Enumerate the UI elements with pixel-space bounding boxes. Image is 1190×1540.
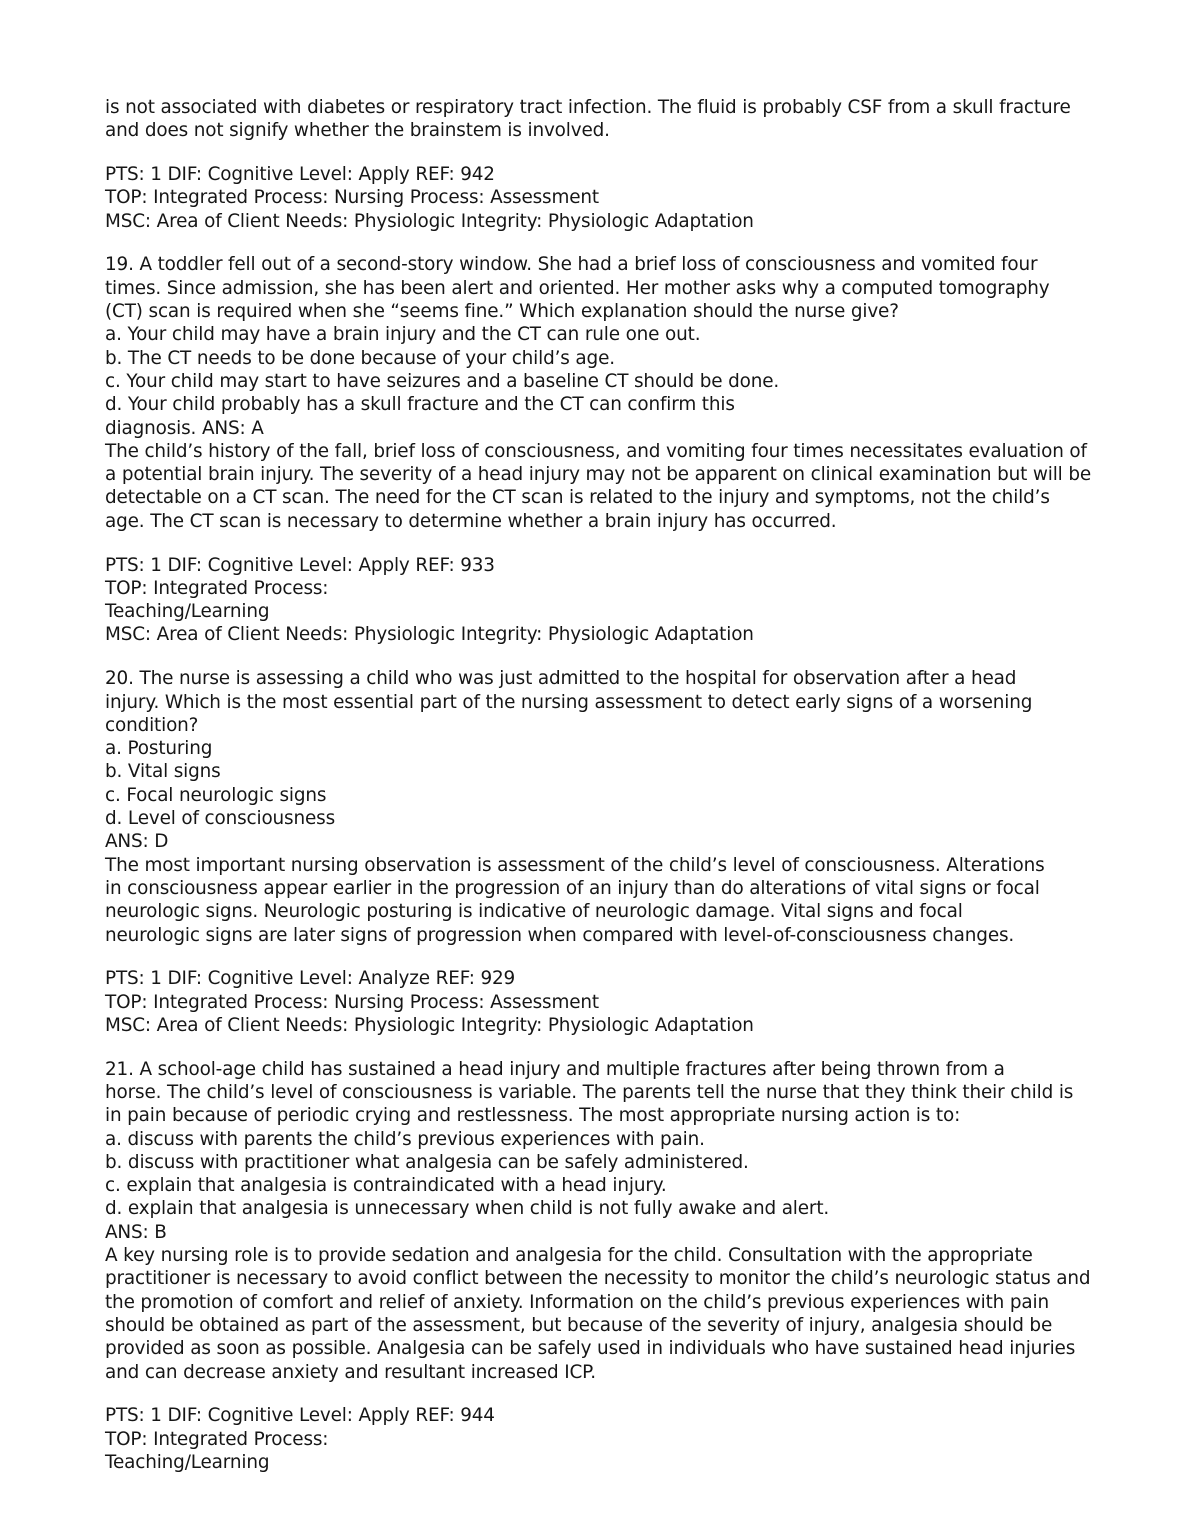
- text-line: is not associated with diabetes or respiratory tract infection. The fluid is probably CSF from a skull fracture: [105, 97, 1071, 118]
- answer-option: b. discuss with practitioner what analgesia can be safely administered.: [105, 1151, 749, 1173]
- meta-line: PTS: 1 DIF: Cognitive Level: Apply REF: 944: [105, 1405, 495, 1427]
- text-line: injury. Which is the most essential part of the nursing assessment to detect early signs of a worsening: [105, 691, 1033, 713]
- intro-meta: [105, 163, 1090, 233]
- text-line: The child’s history of the fall, brief loss of consciousness, and vomiting four times necessitates evaluation of: [105, 440, 1087, 462]
- text-line: times. Since admission, she has been alert and oriented. Her mother asks why a computed tomography: [105, 277, 1050, 299]
- answer-options: [105, 323, 1090, 439]
- answer-option: c. Focal neurologic signs: [105, 784, 327, 806]
- rationale: [105, 440, 1090, 533]
- question-19-meta: [105, 554, 1090, 647]
- text-line: The most important nursing observation is assessment of the child’s level of consciousness. Alterations: [105, 854, 1045, 876]
- answer-key: ANS: D: [105, 831, 169, 853]
- meta-line: TOP: Integrated Process:: [105, 577, 329, 599]
- question-stem: [105, 253, 1090, 323]
- answer-option: d. explain that analgesia is unnecessary when child is not fully awake and alert.: [105, 1198, 830, 1220]
- meta-line: TOP: Integrated Process: Nursing Process: Assessment: [105, 187, 599, 209]
- text-line: the promotion of comfort and relief of anxiety. Information on the child’s previous experiences with pain: [105, 1291, 1049, 1313]
- answer-option: a. Posturing: [105, 738, 213, 760]
- question-20-meta: [105, 967, 1090, 1037]
- text-line: age. The CT scan is necessary to determine whether a brain injury has occurred.: [105, 510, 837, 532]
- meta-line: TOP: Integrated Process:: [105, 1428, 329, 1450]
- text-line: and can decrease anxiety and resultant increased ICP.: [105, 1361, 596, 1383]
- answer-option: d. Your child probably has a skull fracture and the CT can confirm this: [105, 394, 735, 416]
- answer-option: c. explain that analgesia is contraindicated with a head injury.: [105, 1175, 667, 1197]
- text-line: condition?: [105, 714, 199, 736]
- text-line: 21. A school-age child has sustained a head injury and multiple fractures after being thrown from a: [105, 1058, 1005, 1080]
- text-line: practitioner is necessary to avoid conflict between the necessity to monitor the child’s neurologic status and: [105, 1268, 1091, 1290]
- question-21: [105, 1058, 1090, 1384]
- document-page: [105, 96, 1090, 1474]
- question-stem: [105, 1058, 1090, 1128]
- meta-line: MSC: Area of Client Needs: Physiologic Integrity: Physiologic Adaptation: [105, 624, 754, 646]
- text-line: A key nursing role is to provide sedation and analgesia for the child. Consultation with the appropriate: [105, 1245, 1033, 1267]
- text-line: neurologic signs are later signs of progression when compared with level-of-consciousness changes.: [105, 924, 1015, 946]
- answer-option: d. Level of consciousness: [105, 808, 336, 830]
- text-line: detectable on a CT scan. The need for the CT scan is related to the injury and symptoms, not the child’s: [105, 487, 1050, 509]
- text-line: should be obtained as part of the assessment, but because of the severity of injury, analgesia should be: [105, 1314, 1053, 1336]
- question-stem: [105, 667, 1090, 737]
- meta-line: MSC: Area of Client Needs: Physiologic Integrity: Physiologic Adaptation: [105, 1014, 754, 1036]
- meta-line: Teaching/Learning: [105, 1451, 270, 1473]
- text-line: provided as soon as possible. Analgesia can be safely used in individuals who have sustained head injuries: [105, 1338, 1076, 1360]
- meta-line: PTS: 1 DIF: Cognitive Level: Analyze REF: 929: [105, 968, 516, 990]
- intro-rationale: [105, 96, 1090, 143]
- answer-option: a. discuss with parents the child’s previous experiences with pain.: [105, 1128, 705, 1150]
- answer-option: c. Your child may start to have seizures and a baseline CT should be done.: [105, 370, 780, 392]
- answer-options: [105, 737, 1090, 853]
- answer-key: diagnosis. ANS: A: [105, 417, 264, 439]
- text-line: neurologic signs. Neurologic posturing is indicative of neurologic damage. Vital signs and focal: [105, 901, 963, 923]
- question-19: [105, 253, 1090, 533]
- meta-line: Teaching/Learning: [105, 601, 270, 623]
- answer-options: [105, 1128, 1090, 1244]
- text-line: a potential brain injury. The severity of a head injury may not be apparent on clinical examination but will be: [105, 464, 1092, 486]
- meta-line: PTS: 1 DIF: Cognitive Level: Apply REF: 942: [105, 164, 495, 186]
- answer-key: ANS: B: [105, 1221, 167, 1243]
- rationale: [105, 1244, 1090, 1384]
- text-line: 19. A toddler fell out of a second-story window. She had a brief loss of consciousness and vomited four: [105, 254, 1038, 276]
- answer-option: b. The CT needs to be done because of your child’s age.: [105, 347, 615, 369]
- text-line: 20. The nurse is assessing a child who was just admitted to the hospital for observation after a head: [105, 668, 1017, 690]
- answer-option: b. Vital signs: [105, 761, 221, 783]
- meta-line: TOP: Integrated Process: Nursing Process: Assessment: [105, 991, 599, 1013]
- text-line: in pain because of periodic crying and restlessness. The most appropriate nursing action is to:: [105, 1105, 961, 1127]
- meta-line: MSC: Area of Client Needs: Physiologic Integrity: Physiologic Adaptation: [105, 210, 754, 232]
- question-21-meta: [105, 1404, 1090, 1474]
- answer-option: a. Your child may have a brain injury and the CT can rule one out.: [105, 324, 701, 346]
- text-line: horse. The child’s level of consciousness is variable. The parents tell the nurse that they think their child is: [105, 1081, 1074, 1103]
- meta-line: PTS: 1 DIF: Cognitive Level: Apply REF: 933: [105, 554, 495, 576]
- question-20: [105, 667, 1090, 947]
- rationale: [105, 854, 1090, 947]
- text-line: and does not signify whether the brainstem is involved.: [105, 120, 610, 142]
- text-line: (CT) scan is required when she “seems fine.” Which explanation should the nurse give?: [105, 301, 899, 323]
- text-line: in consciousness appear earlier in the progression of an injury than do alterations of vital signs or focal: [105, 877, 1040, 899]
